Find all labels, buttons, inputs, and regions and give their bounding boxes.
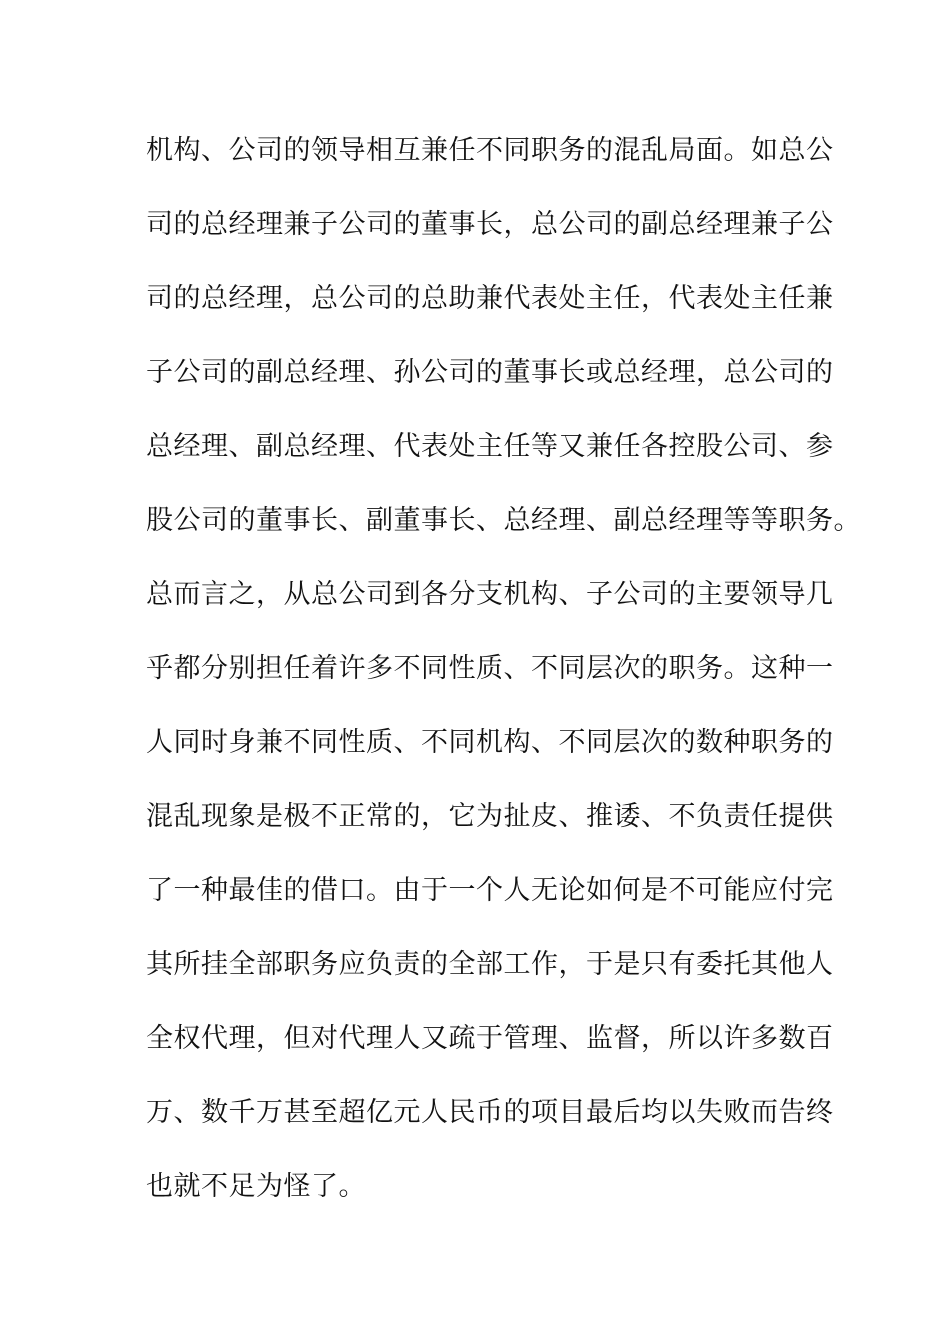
text-line: 人同时身兼不同性质、不同机构、不同层次的数种职务的 [146,727,834,758]
text-line: 其所挂全部职务应负责的全部工作，于是只有委托其他人 [146,949,834,980]
text-line: 万、数千万甚至超亿元人民币的项目最后均以失败而告终 [146,1097,834,1128]
text-line: 股公司的董事长、副董事长、总经理、副总经理等等职务。 [146,505,861,536]
text-line: 混乱现象是极不正常的，它为扯皮、推诿、不负责任提供 [146,801,834,832]
text-line: 机构、公司的领导相互兼任不同职务的混乱局面。如总公 [146,135,834,166]
text-line: 子公司的副总经理、孙公司的董事长或总经理，总公司的 [146,357,834,388]
text-line: 了一种最佳的借口。由于一个人无论如何是不可能应付完 [146,875,834,906]
body-paragraph [146,121,861,1231]
text-line: 总而言之，从总公司到各分支机构、子公司的主要领导几 [146,579,834,610]
text-line: 全权代理，但对代理人又疏于管理、监督，所以许多数百 [146,1023,834,1054]
text-line: 司的总经理，总公司的总助兼代表处主任，代表处主任兼 [146,283,834,314]
text-line: 总经理、副总经理、代表处主任等又兼任各控股公司、参 [146,431,834,462]
text-line: 也就不足为怪了。 [146,1171,366,1202]
text-line: 司的总经理兼子公司的董事长，总公司的副总经理兼子公 [146,209,834,240]
text-line: 乎都分别担任着许多不同性质、不同层次的职务。这种一 [146,653,834,684]
